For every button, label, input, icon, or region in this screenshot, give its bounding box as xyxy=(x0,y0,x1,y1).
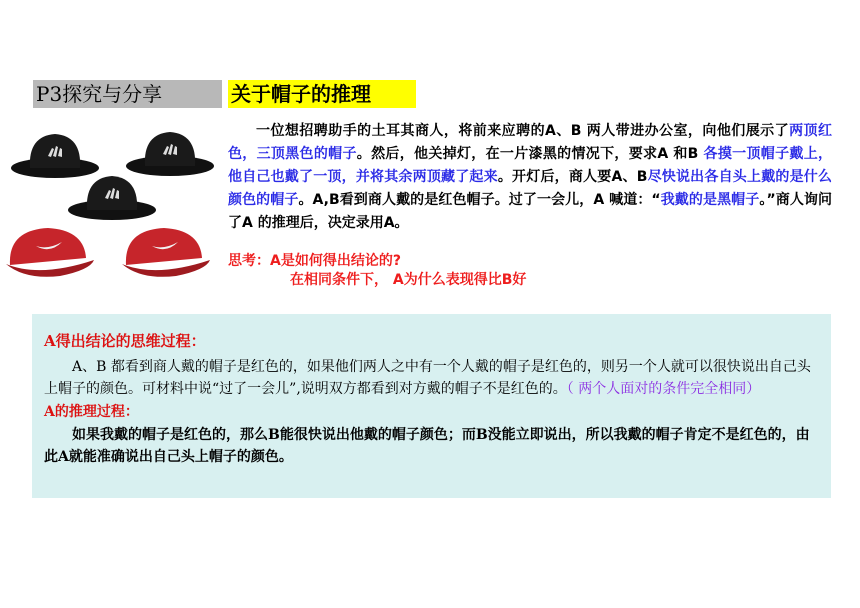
black-bucket-hat-icon xyxy=(65,170,160,222)
panel-heading-reasoning: A的推理过程： xyxy=(44,404,139,420)
condition-note: （ 两个人面对的条件完全相同） xyxy=(566,381,761,397)
highlight-rule: 各摸一顶帽子戴上，他自己也戴了一顶，并将其余两顶藏了起来 xyxy=(228,146,832,185)
highlight-task: 尽快说出各自头上戴的是什么颜色的帽子 xyxy=(228,169,833,208)
red-cap-icon xyxy=(116,220,216,282)
question-2: 在相同条件下， A为什么表现得比B好 xyxy=(290,272,527,288)
highlight-answer: 我戴的是黑帽子 xyxy=(660,192,760,208)
panel-paragraph-process: A、B 都看到商人戴的帽子是红色的，如果他们两人之中有一个人戴的帽子是红色的，则另一个人就可以很快说出自己头上帽子的颜色。可材料中说“过了一会儿”,说明双方都看到对方戴的帽子不是红色的。（ 两个人面对的条件完全相同） xyxy=(44,359,811,397)
red-cap-icon xyxy=(0,220,100,282)
question-1: 思考：A是如何得出结论的? xyxy=(228,253,401,269)
highlight-hats: 两顶红色，三顶黑色的帽子 xyxy=(228,123,832,162)
hats-illustration xyxy=(0,118,230,288)
section-label: P3探究与分享 xyxy=(33,80,222,108)
reasoning-panel xyxy=(32,314,831,498)
topic-title: 关于帽子的推理 xyxy=(228,80,416,108)
panel-heading-process: A得出结论的思维过程： xyxy=(44,332,206,350)
story-paragraph: 一位想招聘助手的土耳其商人，将前来应聘的A、B 两人带进办公室，向他们展示了两顶红色，三顶黑色的帽子。然后，他关掉灯，在一片漆黑的情况下，要求A 和B 各摸一顶帽子戴上，他自己也戴了一顶，并将其余两顶藏了起来。开灯后，商人要A、B尽快说出各自头上戴的是什么颜色的帽子。A,B看到商人戴的是红色帽子。过了一会儿，A 喊道：“我戴的是黑帽子。”商人询问了A 的推理后，决定录用A。 xyxy=(228,123,833,231)
think-questions xyxy=(228,252,648,290)
panel-paragraph-reasoning: 如果我戴的帽子是红色的，那么B能很快说出他戴的帽子颜色；而B没能立即说出，所以我戴的帽子肯定不是红色的，由此A就能准确说出自己头上帽子的颜色。 xyxy=(44,427,810,465)
